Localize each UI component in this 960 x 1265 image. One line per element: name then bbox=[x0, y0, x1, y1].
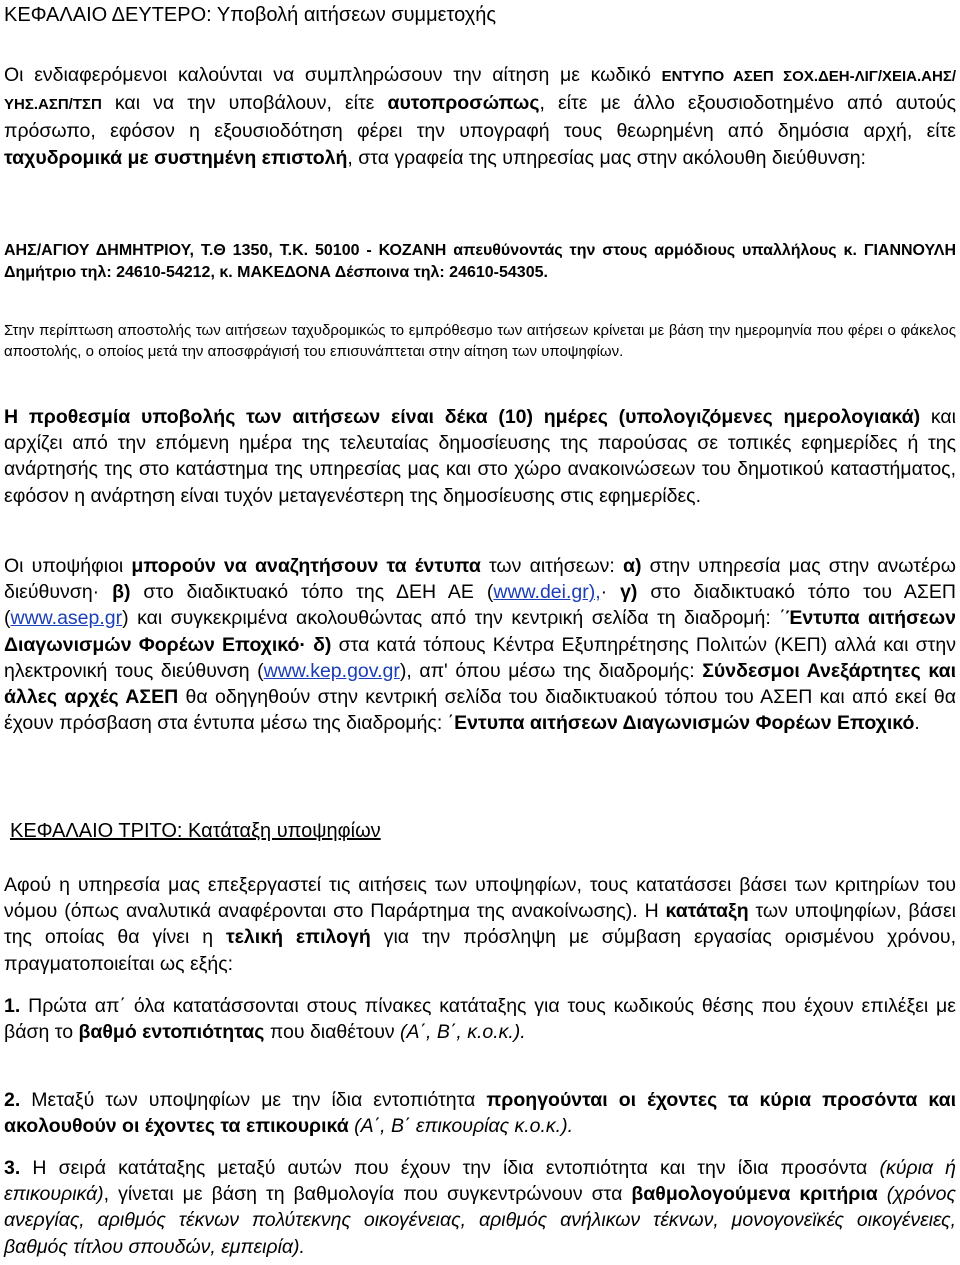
text: Αφού η υπηρεσία μας επεξεργαστεί τις αιτήσεις των υποψηφίων, τους κατατάσσει βάσει των κριτηρίων του νόμου (όπως αναλυτικά αναφέρονται στο Παράρτημα της ανακοίνωσης). Η bbox=[4, 874, 956, 923]
dei-link[interactable]: www.dei.gr), bbox=[493, 581, 601, 604]
deadline-bold: Η προθεσμία υποβολής των αιτήσεων είναι δέκα (10) ημέρες (υπολογιζόμενες ημερολογιακά) bbox=[4, 406, 921, 428]
chapter-two-heading bbox=[4, 2, 956, 28]
text: των υποψηφίων, βάσει της οποίας θα γίνει η bbox=[4, 900, 956, 949]
registered-mail-bold: ταχυδρομικά με συστημένη επιστολή bbox=[4, 146, 348, 169]
ranking-rule-3 bbox=[4, 1155, 956, 1260]
text: στα κατά τόπους Κέντρα Εξυπηρέτησης Πολιτών (ΚΕΠ) αλλά και στην ηλεκτρονική τους διεύθυνση ( bbox=[4, 633, 956, 682]
text: για την πρόσληψη με σύμβαση εργασίας ορισμένου χρόνου, πραγματοποιείται ως εξής: bbox=[4, 926, 956, 975]
form-code: ΕΝΤΥΠΟ ΑΣΕΠ ΣΟΧ.ΔΕΗ-ΛΙΓ/ΧΕΙΑ.ΑΗΣ/ΥΗΣ.ΑΣΠ/ΤΣΠ bbox=[4, 68, 957, 114]
text: που διαθέτουν bbox=[264, 1021, 401, 1044]
text: Πρώτα απ΄ όλα κατατάσσονται στους πίνακες κατάταξης για τους κωδικούς θέσης που έχουν επιλέξει με βάση το bbox=[4, 995, 956, 1044]
forms-path-bold: Εντυπα αιτήσεων Διαγωνισμών Φορέων Εποχικό bbox=[454, 712, 915, 735]
option-a: α) bbox=[623, 555, 642, 577]
scored-criteria-bold: βαθμολογούμενα κριτήρια bbox=[631, 1183, 878, 1206]
chapter-two-title: ΚΕΦΑΛΑΙΟ ΔΕΥΤΕΡΟ: Υποβολή αιτήσεων συμμετοχής bbox=[4, 4, 496, 26]
rule-number: 3. bbox=[4, 1157, 21, 1179]
locality-degree-bold: βαθμό εντοπιότητας bbox=[78, 1021, 265, 1044]
text: στο διαδικτυακό τόπο του ΑΣΕΠ ( bbox=[4, 581, 956, 630]
kep-link[interactable]: www.kep.gov.gr bbox=[263, 659, 400, 682]
text: ) και συγκεκριμένα ακολουθώντας από την κεντρική σελίδα τη διαδρομή: ΄ bbox=[122, 607, 786, 630]
text bbox=[878, 1183, 887, 1205]
asep-link[interactable]: www.asep.gr bbox=[10, 607, 123, 630]
text: των αιτήσεων: bbox=[480, 555, 624, 577]
text: στην υπηρεσία μας στην ανωτέρω διεύθυνση· bbox=[4, 555, 956, 604]
text: και να την υποβάλουν, είτε bbox=[101, 92, 388, 115]
chapter-three-title: ΚΕΦΑΛΑΙΟ ΤΡΙΤΟ: Κατάταξη υποψηφίων bbox=[10, 820, 381, 842]
postal-submission-note bbox=[4, 320, 956, 362]
text: Η σειρά κατάταξης μεταξύ αυτών που έχουν την ίδια εντοπιότητα και την ίδια προσόντα bbox=[20, 1157, 880, 1179]
final-selection-bold: τελική επιλογή bbox=[225, 926, 371, 949]
text: ), απ' όπου μέσω της διαδρομής: bbox=[399, 659, 703, 682]
text: Οι ενδιαφερόμενοι καλούνται να συμπληρώσουν την αίτηση με κωδικό bbox=[4, 64, 662, 86]
text: Οι υποψήφιοι bbox=[4, 555, 132, 577]
postal-note-text: Στην περίπτωση αποστολής των αιτήσεων ταχυδρομικώς το εμπρόθεσμο των αιτήσεων κρίνεται με βάση την ημερομηνία που φέρει ο φάκελος αποστολής, ο οποίος μετά την αποσφράγισή του επισυνάπτεται στην αίτηση των υποψηφίων. bbox=[4, 322, 956, 360]
ranking-intro-paragraph bbox=[4, 872, 956, 977]
text: . bbox=[914, 712, 920, 735]
text: , γίνεται με βάση τη βαθμολογία που συγκεντρώνουν στα bbox=[103, 1183, 632, 1206]
locality-grades: (Α΄, Β΄, κ.ο.κ.). bbox=[400, 1021, 526, 1044]
qualification-types: (κύρια ή επικουρικά) bbox=[4, 1157, 956, 1206]
option-c: γ) bbox=[620, 581, 638, 604]
ranking-rule-2 bbox=[4, 1087, 956, 1139]
ranking-bold: κατάταξη bbox=[665, 900, 749, 923]
text: , στα γραφεία της υπηρεσίας μας στην ακόλουθη διεύθυνση: bbox=[347, 146, 866, 169]
text: · bbox=[600, 581, 621, 604]
kep-path-bold: Σύνδεσμοι Ανεξάρτητες και άλλες αρχές ΑΣΕΠ bbox=[4, 659, 957, 709]
text: Μεταξύ των υποψηφίων με την ίδια εντοπιότητα bbox=[20, 1089, 487, 1111]
in-person-bold: αυτοπροσώπως bbox=[387, 92, 540, 115]
application-submission-paragraph bbox=[4, 62, 956, 171]
chapter-three-heading bbox=[10, 818, 960, 844]
option-b: β) bbox=[112, 581, 131, 604]
text: , είτε με άλλο εξουσιοδοτημένο από αυτούς πρόσωπο, εφόσον η εξουσιοδότηση φέρει την υπογραφή τους θεωρημένη από δημόσια αρχή, είτε bbox=[4, 92, 956, 143]
asep-path-bold: Έντυπα αιτήσεων Διαγωνισμών Φορέων Εποχικό· bbox=[4, 607, 956, 656]
forms-bold: μπορούν να αναζητήσουν τα έντυπα bbox=[131, 555, 481, 577]
address-text: ΑΗΣ/ΑΓΙΟΥ ΔΗΜΗΤΡΙΟΥ, Τ.Θ 1350, Τ.Κ. 50100 - ΚΟΖΑΝΗ απευθύνοντάς την στους αρμόδιους υπαλλήλους κ. ΓΙΑΝΝΟΥΛΗ Δημήτριο τηλ: 24610-54212, κ. ΜΑΚΕΔΟΝΑ Δέσποινα τηλ: 24610-54305. bbox=[4, 242, 956, 281]
option-d: δ) bbox=[313, 633, 332, 656]
forms-paragraph bbox=[4, 553, 956, 736]
text: στο διαδικτυακό τόπο της ΔΕΗ ΑΕ ( bbox=[130, 581, 494, 604]
qualifications-bold: προηγούνται οι έχοντες τα κύρια προσόντα και ακολουθούν οι έχοντες τα επικουρικά bbox=[4, 1089, 956, 1138]
auxiliary-grades: (Α΄, Β΄ επικουρίας κ.ο.κ.). bbox=[354, 1115, 573, 1138]
office-address bbox=[4, 240, 956, 284]
rule-number: 2. bbox=[4, 1089, 21, 1111]
text: θα οδηγηθούν στην κεντρική σελίδα του διαδικτυακού τόπου του ΑΣΕΠ και από εκεί θα έχουν πρόσβαση στα έντυπα μέσω της διαδρομής: ΄ bbox=[4, 686, 957, 735]
rule-number: 1. bbox=[4, 995, 21, 1017]
text: και αρχίζει από την επόμενη ημέρα της τελευταίας δημοσίευσης της παρούσας σε τοπικές εφημερίδες ή της ανάρτησής της στο κατάστημα της υπηρεσίας μας και στο χώρο ανακοινώσεων του δημοτικού καταστήματος, εφόσον η ανάρτηση είναι τυχόν μεταγενέστερη της δημοσίευσης στις εφημερίδες. bbox=[4, 406, 956, 507]
deadline-paragraph bbox=[4, 404, 956, 509]
ranking-rule-1 bbox=[4, 993, 956, 1045]
criteria-list: (χρόνος ανεργίας, αριθμός τέκνων πολύτεκνης οικογένειας, αριθμός ανήλικων τέκνων, μονογονεϊκές οικογένειες, βαθμός τίτλου σπουδών, εμπειρία). bbox=[4, 1183, 957, 1258]
